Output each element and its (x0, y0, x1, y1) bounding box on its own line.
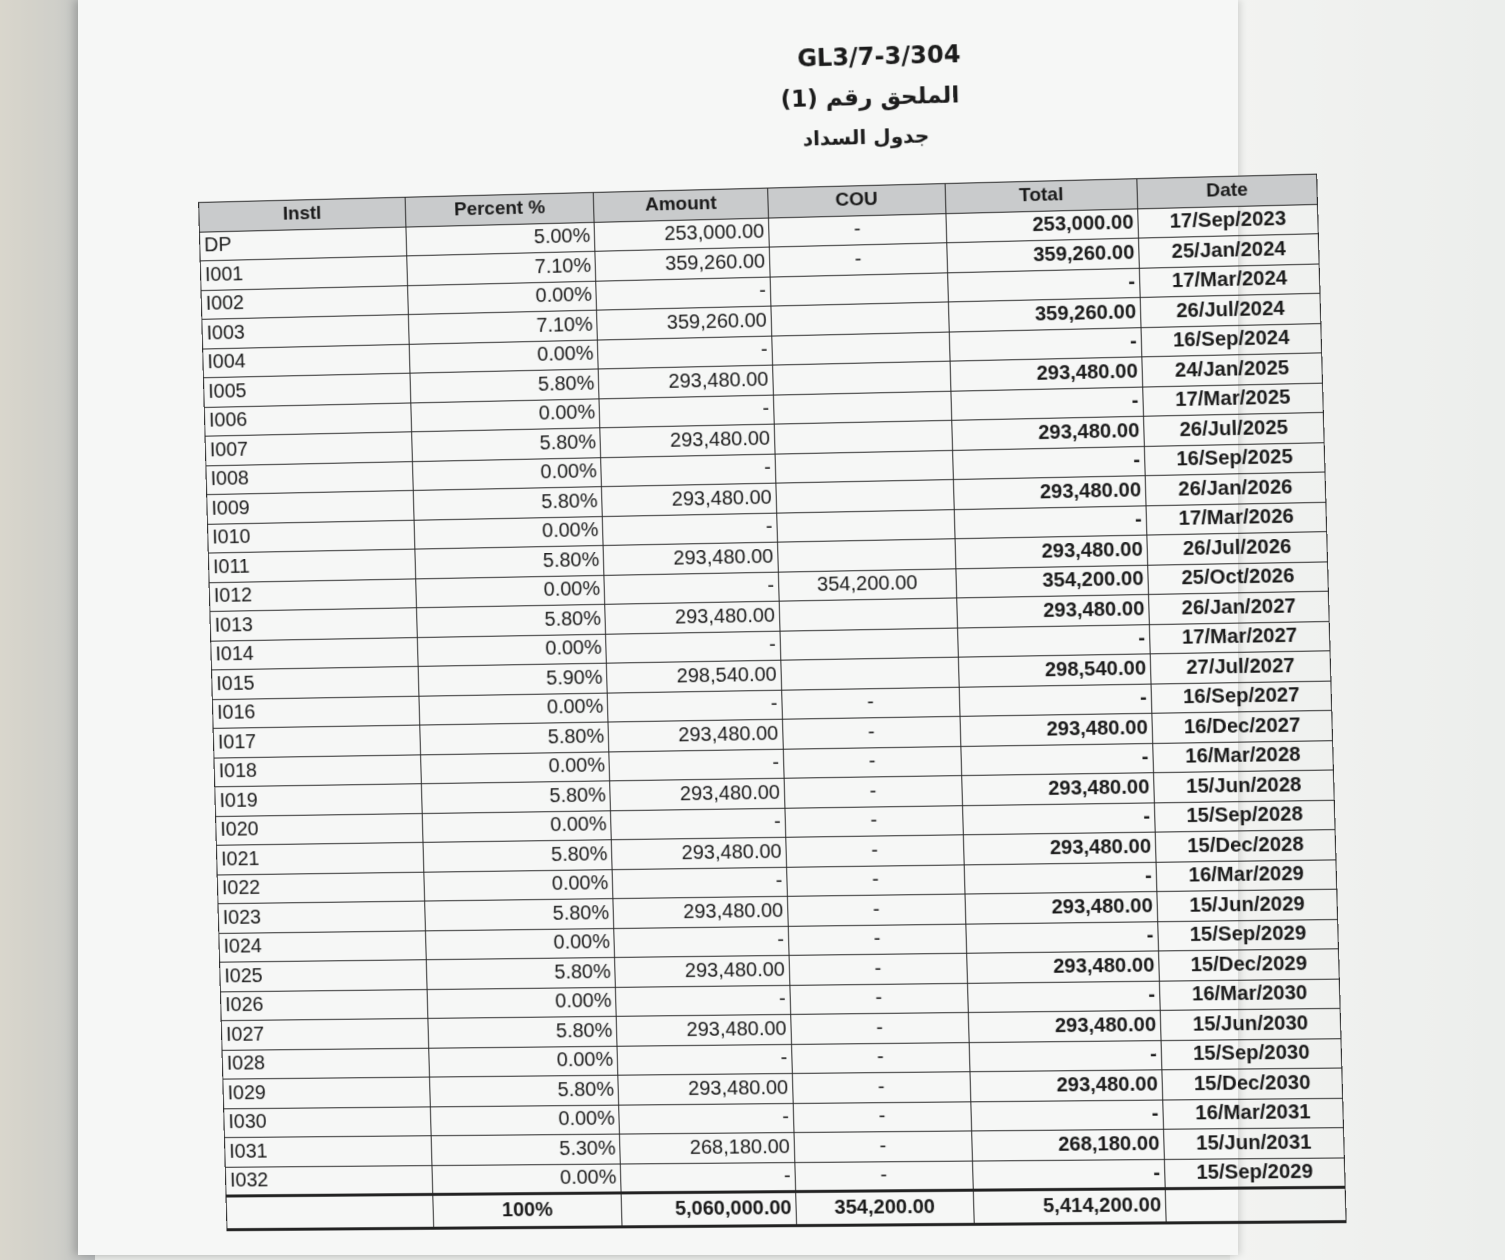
cell-total: 293,480.00 (965, 892, 1158, 924)
payment-schedule-table (198, 174, 1347, 1232)
cell-date: 15/Sep/2029 (1158, 919, 1339, 951)
cell-date: 17/Mar/2027 (1149, 621, 1330, 654)
cell-total: 293,480.00 (963, 832, 1156, 864)
cell-percent: 0.00% (417, 634, 606, 667)
cell-date: 15/Sep/2028 (1154, 800, 1335, 832)
cell-percent: 0.00% (422, 810, 611, 842)
cell-date: 26/Jan/2027 (1149, 591, 1330, 624)
cell-total: - (964, 862, 1157, 894)
cell-date: 16/Mar/2029 (1156, 859, 1337, 891)
cell-amount: - (604, 572, 779, 605)
cell-cou: - (789, 953, 967, 985)
cell-percent: 5.80% (421, 781, 610, 813)
cell-instl: I030 (224, 1106, 432, 1137)
cell-total: 293,480.00 (950, 357, 1143, 391)
header-instl: Instl (199, 197, 406, 231)
cell-instl: I020 (216, 813, 424, 845)
cell-date: 16/Mar/2028 (1153, 740, 1334, 773)
cell-total: - (961, 743, 1154, 776)
cell-total: 298,540.00 (958, 654, 1151, 687)
cell-cou (774, 420, 952, 453)
cell-total: 293,480.00 (955, 535, 1148, 568)
cell-instl: I027 (221, 1018, 429, 1049)
cell-cou (773, 361, 951, 394)
cell-instl: I014 (211, 637, 418, 670)
cell-cou: - (783, 746, 961, 778)
cell-percent: 7.10% (408, 310, 597, 344)
cell-date: 15/Sep/2029 (1164, 1157, 1345, 1188)
totals-instl-cell (226, 1194, 434, 1229)
cell-instl: I006 (204, 402, 411, 436)
cell-percent: 7.10% (407, 251, 596, 285)
cell-total: 293,480.00 (957, 594, 1150, 627)
cell-percent: 5.80% (413, 487, 602, 520)
cell-cou: - (790, 983, 968, 1015)
cell-cou: - (782, 716, 960, 748)
cell-instl: I022 (217, 872, 425, 904)
cell-amount: 298,540.00 (607, 660, 782, 692)
cell-amount: 293,480.00 (605, 601, 780, 634)
cell-date: 16/Sep/2025 (1144, 442, 1325, 475)
cell-cou: - (791, 1042, 969, 1073)
cell-instl: I021 (216, 842, 424, 874)
annex-title: الملحق رقم (1) (780, 82, 960, 114)
cell-cou (776, 480, 954, 513)
cell-amount: - (598, 336, 773, 369)
cell-percent: 0.00% (429, 1046, 618, 1077)
cell-date: 26/Jul/2025 (1144, 412, 1325, 446)
cell-cou (771, 302, 949, 336)
cell-instl: I024 (219, 930, 427, 962)
cell-amount: 293,480.00 (603, 542, 778, 575)
cell-total: - (972, 1159, 1165, 1190)
cell-date: 27/Jul/2027 (1150, 651, 1331, 684)
cell-instl: I025 (220, 960, 428, 992)
cell-percent: 0.00% (412, 457, 601, 490)
cell-amount: - (614, 926, 789, 958)
cell-cou (772, 332, 950, 366)
cell-amount: - (616, 985, 791, 1016)
cell-amount: - (621, 1162, 796, 1193)
printed-sheet (194, 24, 1347, 1244)
cell-percent: 0.00% (426, 928, 615, 960)
cell-cou: - (787, 894, 965, 926)
cell-date: 25/Jan/2024 (1139, 234, 1320, 268)
cell-percent: 5.80% (428, 1016, 617, 1047)
cell-instl: I028 (222, 1048, 430, 1079)
document-reference: GL3/7-3/304 (796, 40, 961, 73)
totals-percent: 100% (433, 1193, 622, 1228)
header-cou: COU (768, 184, 946, 218)
cell-cou: 354,200.00 (778, 568, 956, 601)
cell-cou: - (792, 1072, 970, 1103)
cell-cou (775, 450, 953, 483)
cell-amount: 293,480.00 (616, 1014, 791, 1045)
cell-percent: 5.00% (406, 222, 595, 256)
cell-total: 354,200.00 (956, 565, 1149, 598)
cell-percent: 0.00% (411, 398, 600, 431)
cell-amount: 359,260.00 (597, 306, 772, 339)
cell-total: 293,480.00 (967, 951, 1160, 983)
cell-date: 17/Mar/2024 (1139, 263, 1320, 297)
cell-total: 293,480.00 (952, 416, 1145, 450)
cell-date: 16/Sep/2027 (1151, 681, 1332, 714)
cell-amount: 268,180.00 (620, 1133, 795, 1164)
cell-instl: I003 (202, 315, 409, 349)
cell-amount: 293,480.00 (612, 837, 787, 869)
cell-instl: I004 (203, 344, 410, 378)
cell-cou (777, 539, 955, 572)
cell-date: 15/Jun/2029 (1157, 889, 1338, 921)
cell-cou: - (787, 864, 965, 896)
cell-amount: - (619, 1103, 794, 1134)
cell-date: 15/Jun/2030 (1160, 1008, 1341, 1040)
cell-instl: I031 (224, 1136, 432, 1167)
cell-cou (781, 657, 959, 690)
cell-instl: I026 (220, 989, 428, 1021)
cell-date: 26/Jul/2026 (1147, 532, 1328, 565)
cell-percent: 5.80% (417, 604, 606, 637)
cell-percent: 5.80% (420, 722, 609, 754)
cell-total: - (954, 505, 1147, 538)
cell-instl: I019 (215, 784, 423, 816)
cell-date: 15/Jun/2028 (1154, 770, 1335, 802)
cell-cou: - (794, 1131, 972, 1162)
cell-cou: - (768, 213, 946, 247)
cell-percent: 5.80% (423, 840, 612, 872)
totals-date-cell (1165, 1187, 1346, 1223)
cell-cou: - (793, 1101, 971, 1132)
schedule-title: جدول السداد (802, 123, 930, 151)
cell-cou: - (786, 835, 964, 867)
cell-percent: 5.80% (425, 899, 614, 931)
cell-total: - (959, 684, 1152, 717)
cell-percent: 5.80% (426, 957, 615, 989)
cell-date: 17/Sep/2023 (1138, 204, 1319, 238)
header-date: Date (1137, 174, 1318, 208)
cell-cou (779, 598, 957, 631)
cell-amount: 253,000.00 (594, 218, 769, 252)
cell-total: - (957, 624, 1150, 657)
cell-percent: 5.80% (415, 545, 604, 578)
cell-total: 293,480.00 (960, 713, 1153, 746)
cell-date: 15/Dec/2029 (1159, 949, 1340, 981)
totals-cou: 354,200.00 (796, 1190, 975, 1225)
cell-total: - (962, 802, 1155, 834)
cell-amount: - (617, 1044, 792, 1075)
cell-total: 359,260.00 (947, 238, 1140, 272)
cell-percent: 5.80% (430, 1075, 619, 1106)
cell-cou (770, 272, 948, 306)
cell-date: 16/Dec/2027 (1152, 710, 1333, 743)
cell-total: 253,000.00 (946, 208, 1139, 242)
cell-percent: 5.90% (418, 663, 607, 696)
cell-date: 16/Mar/2031 (1163, 1098, 1344, 1129)
cell-amount: 293,480.00 (618, 1073, 793, 1104)
cell-instl: I001 (200, 256, 407, 290)
cell-total: 268,180.00 (971, 1129, 1164, 1160)
cell-total: - (969, 1040, 1162, 1072)
cell-amount: 293,480.00 (600, 424, 775, 457)
cell-instl: I029 (223, 1077, 431, 1108)
cell-instl: I023 (218, 901, 426, 933)
cell-amount: - (611, 808, 786, 840)
cell-percent: 0.00% (421, 751, 610, 783)
cell-cou (780, 628, 958, 661)
cell-date: 15/Jun/2031 (1164, 1128, 1345, 1159)
cell-instl: I016 (212, 696, 419, 729)
cell-total: 293,480.00 (970, 1070, 1163, 1102)
cell-date: 26/Jul/2024 (1140, 293, 1321, 327)
cell-amount: 293,480.00 (615, 955, 790, 987)
cell-percent: 0.00% (424, 869, 613, 901)
cell-instl: I032 (225, 1165, 433, 1196)
cell-amount: - (607, 690, 782, 722)
cell-instl: I005 (203, 373, 410, 407)
cell-total: 293,480.00 (968, 1010, 1161, 1042)
cell-total: 293,480.00 (953, 476, 1146, 509)
document-page (78, 0, 1314, 1255)
cell-amount: 293,480.00 (610, 778, 785, 810)
cell-total: - (947, 268, 1140, 302)
header-amount: Amount (593, 188, 768, 222)
cell-instl: DP (199, 227, 406, 261)
cell-instl: I002 (201, 285, 408, 319)
totals-amount: 5,060,000.00 (621, 1192, 796, 1227)
cell-amount: - (606, 631, 781, 663)
cell-amount: - (599, 395, 774, 428)
cell-percent: 0.00% (430, 1105, 619, 1136)
cell-date: 17/Mar/2026 (1146, 502, 1327, 535)
cell-percent: 5.80% (412, 428, 601, 461)
cell-percent: 0.00% (408, 281, 597, 315)
header-percent: Percent % (405, 192, 594, 226)
cell-cou (773, 391, 951, 424)
cell-cou: - (788, 924, 966, 956)
cell-total: - (967, 981, 1160, 1013)
cell-amount: - (601, 454, 776, 487)
cell-cou: - (769, 243, 947, 277)
cell-percent: 0.00% (414, 516, 603, 549)
cell-cou (777, 509, 955, 542)
cell-total: - (951, 387, 1144, 421)
cell-instl: I010 (207, 520, 414, 553)
cell-percent: 5.80% (410, 369, 599, 403)
cell-amount: 293,480.00 (602, 483, 777, 516)
cell-cou: - (782, 687, 960, 719)
cell-instl: I013 (210, 608, 417, 641)
cell-date: 16/Sep/2024 (1141, 323, 1322, 357)
cell-percent: 0.00% (432, 1164, 621, 1195)
cell-amount: 293,480.00 (613, 896, 788, 928)
cell-instl: I017 (213, 725, 421, 758)
cell-amount: 293,480.00 (598, 365, 773, 398)
cell-instl: I015 (212, 666, 419, 699)
cell-date: 15/Sep/2030 (1161, 1038, 1342, 1070)
cell-amount: - (602, 513, 777, 546)
cell-amount: 359,260.00 (595, 247, 770, 281)
cell-instl: I007 (205, 432, 412, 466)
totals-total: 5,414,200.00 (973, 1189, 1166, 1225)
cell-total: 359,260.00 (948, 297, 1141, 331)
cell-date: 26/Jan/2026 (1145, 472, 1326, 505)
cell-date: 24/Jan/2025 (1142, 353, 1323, 387)
cell-date: 16/Mar/2030 (1159, 979, 1340, 1011)
cell-percent: 0.00% (416, 575, 605, 608)
cell-amount: - (609, 749, 784, 781)
cell-instl: I011 (208, 549, 415, 582)
cell-amount: 293,480.00 (608, 719, 783, 751)
cell-total: 293,480.00 (962, 773, 1155, 805)
cell-total: - (971, 1100, 1164, 1131)
cell-instl: I012 (209, 578, 416, 611)
cell-total: - (949, 327, 1142, 361)
cell-date: 15/Dec/2028 (1155, 830, 1336, 862)
cell-date: 15/Dec/2030 (1162, 1068, 1343, 1099)
cell-amount: - (612, 867, 787, 899)
cell-cou: - (785, 805, 963, 837)
cell-date: 17/Mar/2025 (1143, 383, 1324, 417)
cell-percent: 0.00% (427, 987, 616, 1018)
cell-instl: I008 (206, 461, 413, 494)
cell-cou: - (791, 1012, 969, 1043)
cell-amount: - (596, 277, 771, 311)
cell-percent: 5.30% (431, 1134, 620, 1165)
cell-date: 25/Oct/2026 (1148, 561, 1329, 594)
cell-percent: 0.00% (419, 693, 608, 725)
cell-cou: - (784, 776, 962, 808)
cell-percent: 0.00% (409, 340, 598, 374)
cell-instl: I009 (207, 490, 414, 523)
header-total: Total (945, 179, 1138, 213)
cell-total: - (952, 446, 1145, 480)
cell-cou: - (795, 1161, 973, 1192)
cell-total: - (966, 921, 1159, 953)
table-body (199, 204, 1345, 1196)
cell-instl: I018 (214, 754, 422, 786)
